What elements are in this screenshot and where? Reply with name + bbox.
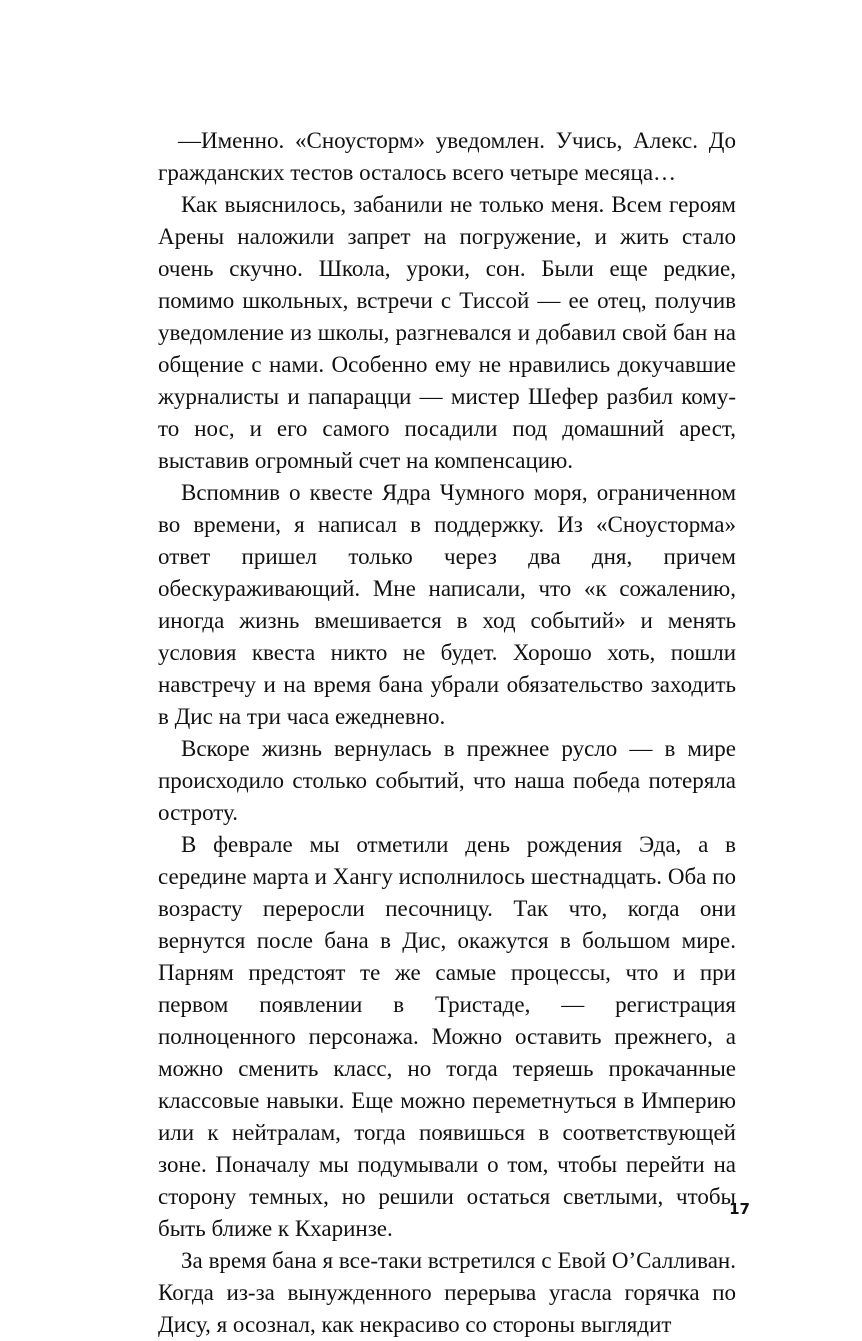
paragraph: Как выяснилось, забанили не только меня. Всем героям Арены наложили запрет на погружение, и жить стало очень скучно. Школа, уроки, сон. Были еще редкие, помимо школьных, встречи с Тиссой — ее отец, получив уведомление из школы, разгневался и добавил свой бан на общение с нами. Особенно ему не нравились докучавшие журналисты и папарацци — мистер Шефер разбил кому-то нос, и его самого посадили под домашний арест, выставив огромный счет на компенсацию. bbox=[158, 192, 736, 473]
paragraph: В феврале мы отметили день рождения Эда, а в середине марта и Хангу исполнилось шестнадцать. Оба по возрасту переросли песочницу. Так что, когда они вернутся после бана в Дис, окажутся в большом мире. Парням предстоят те же самые процессы, что и при первом появлении в Тристаде, — регистрация полноценного персонажа. Можно оставить прежнего, а можно сменить класс, но тогда теряешь прокачанные классовые навыки. Еще можно переметнуться в Империю или к нейтралам, тогда появишься в соответствующей зоне. Поначалу мы подумывали о том, чтобы перейти на сторону темных, но решили остаться светлыми, чтобы быть ближе к Кхаринзе. bbox=[158, 832, 736, 1241]
page-number: 17 bbox=[729, 1200, 750, 1218]
paragraph: Вскоре жизнь вернулась в прежнее русло — в мире происходило столько событий, что наша победа потеряла остроту. bbox=[158, 736, 736, 825]
paragraph: —Именно. «Сноусторм» уведомлен. Учись, Алекс. До гражданских тестов осталось всего четыре месяца… bbox=[158, 128, 736, 185]
body-text bbox=[158, 125, 736, 1341]
paragraph: За время бана я все-таки встретился с Евой О’Салливан. Когда из-за вынужденного перерыва угасла горячка по Дису, я осознал, как некрасиво со стороны выглядит bbox=[158, 1248, 736, 1337]
paragraph: Вспомнив о квесте Ядра Чумного моря, ограниченном во времени, я написал в поддержку. Из «Сноусторма» ответ пришел только через два дня, причем обескураживающий. Мне написали, что «к сожалению, иногда жизнь вмешивается в ход событий» и менять условия квеста никто не будет. Хорошо хоть, пошли навстречу и на время бана убрали обязательство заходить в Дис на три часа ежедневно. bbox=[158, 480, 736, 729]
